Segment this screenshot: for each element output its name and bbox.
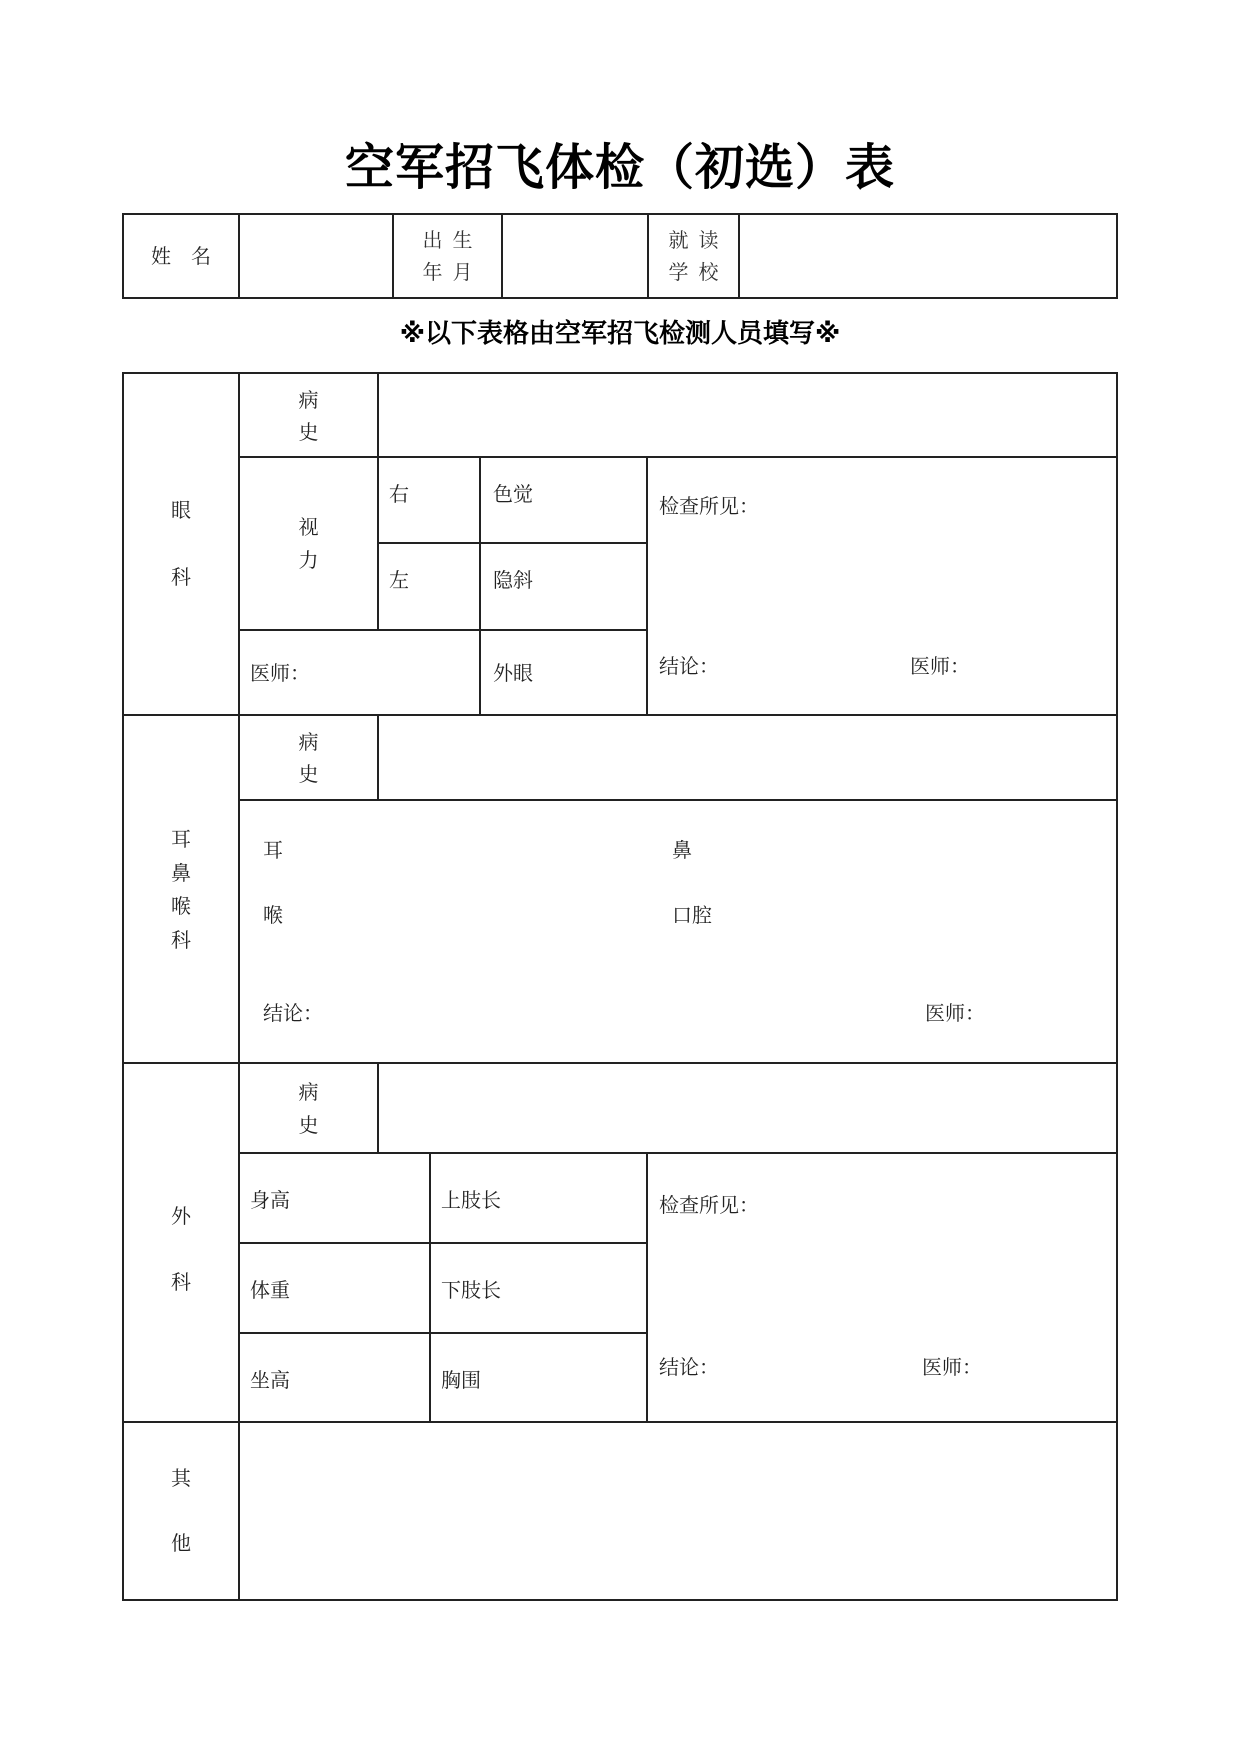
phoria-label: 隐斜 <box>493 568 533 592</box>
ent-exam-field[interactable] <box>238 799 1118 1064</box>
eye-findings-label: 检查所见： <box>659 494 759 518</box>
ophthalmology-label-2: 科 <box>171 565 191 589</box>
chest-label: 胸围 <box>441 1368 481 1392</box>
eye-doctor-field[interactable] <box>238 629 481 716</box>
color-vision-field[interactable] <box>479 456 648 544</box>
birth-label-line1: 出生 <box>422 228 483 252</box>
ent-label-2: 鼻 <box>171 861 191 885</box>
vision-label-2: 力 <box>298 548 319 572</box>
eye-history-label-1: 病 <box>298 388 319 412</box>
other-label-1: 其 <box>171 1466 191 1490</box>
external-eye-field[interactable] <box>479 629 648 716</box>
surgery-label-1: 外 <box>171 1204 191 1228</box>
surgery-findings-label: 检查所见： <box>659 1193 759 1217</box>
height-field[interactable] <box>238 1152 431 1244</box>
other-label-cell <box>122 1421 240 1601</box>
upper-limb-field[interactable] <box>429 1152 648 1244</box>
surgery-history-field[interactable] <box>377 1062 1118 1154</box>
ent-label-3: 喉 <box>171 894 191 918</box>
ophthalmology-label-1: 眼 <box>171 498 191 522</box>
surgery-label-2: 科 <box>171 1270 191 1294</box>
name-label-cell <box>122 213 240 299</box>
school-field[interactable] <box>738 213 1118 299</box>
eye-doctor-label: 医师： <box>250 661 310 685</box>
page-title: 空军招飞体检（初选）表 <box>344 139 895 196</box>
surgery-findings-field[interactable] <box>646 1152 1118 1423</box>
birth-label-line2: 年月 <box>422 260 483 284</box>
instruction-note: ※以下表格由空军招飞检测人员填写※ <box>399 319 841 349</box>
weight-label: 体重 <box>250 1278 290 1302</box>
ent-conclusion-label: 结论： <box>263 1001 323 1025</box>
vision-label-1: 视 <box>298 515 319 539</box>
oral-cavity-label: 口腔 <box>672 903 712 927</box>
name-label: 姓 名 <box>151 244 211 268</box>
height-label: 身高 <box>250 1188 290 1212</box>
ent-doctor-label: 医师： <box>925 1001 985 1025</box>
lower-limb-label: 下肢长 <box>441 1278 501 1302</box>
right-eye-field[interactable] <box>377 456 481 544</box>
surgery-history-label-cell <box>238 1062 379 1154</box>
sitting-height-label: 坐高 <box>250 1368 290 1392</box>
eye-findings-field[interactable] <box>646 456 1118 716</box>
name-field[interactable] <box>238 213 394 299</box>
surgery-conclusion-label: 结论： <box>659 1355 719 1379</box>
chest-field[interactable] <box>429 1332 648 1423</box>
surgery-label-cell <box>122 1062 240 1423</box>
throat-label: 喉 <box>263 903 283 927</box>
eye-history-label-2: 史 <box>298 420 319 444</box>
external-eye-label: 外眼 <box>493 661 533 685</box>
eye-history-field[interactable] <box>377 372 1118 458</box>
left-eye-field[interactable] <box>377 542 481 631</box>
sitting-height-field[interactable] <box>238 1332 431 1423</box>
surgery-history-label-2: 史 <box>298 1113 319 1137</box>
eye-conclusion-label: 结论： <box>659 654 719 678</box>
ent-history-label-1: 病 <box>298 730 319 754</box>
weight-field[interactable] <box>238 1242 431 1334</box>
birth-label-cell <box>392 213 503 299</box>
eye-history-label-cell <box>238 372 379 458</box>
ent-label-1: 耳 <box>171 827 191 851</box>
upper-limb-label: 上肢长 <box>441 1188 501 1212</box>
ent-history-label-cell <box>238 714 379 801</box>
school-label-cell <box>647 213 740 299</box>
phoria-field[interactable] <box>479 542 648 631</box>
other-label-2: 他 <box>171 1531 191 1555</box>
ophthalmology-label-cell <box>122 372 240 716</box>
surgery-doctor-label: 医师： <box>922 1355 982 1379</box>
nose-label: 鼻 <box>672 838 692 862</box>
ent-history-label-2: 史 <box>298 762 319 786</box>
other-field[interactable] <box>238 1421 1118 1601</box>
birth-field[interactable] <box>501 213 649 299</box>
ent-history-field[interactable] <box>377 714 1118 801</box>
lower-limb-field[interactable] <box>429 1242 648 1334</box>
school-label-line2: 学校 <box>668 260 729 284</box>
school-label-line1: 就读 <box>668 228 729 252</box>
ent-label-cell <box>122 714 240 1064</box>
left-eye-label: 左 <box>389 568 409 592</box>
eye-findings-doctor-label: 医师： <box>910 654 970 678</box>
right-eye-label: 右 <box>389 482 409 506</box>
ear-label: 耳 <box>263 838 283 862</box>
vision-label-cell <box>238 456 379 631</box>
ent-label-4: 科 <box>171 928 191 952</box>
surgery-history-label-1: 病 <box>298 1080 319 1104</box>
color-vision-label: 色觉 <box>493 482 533 506</box>
